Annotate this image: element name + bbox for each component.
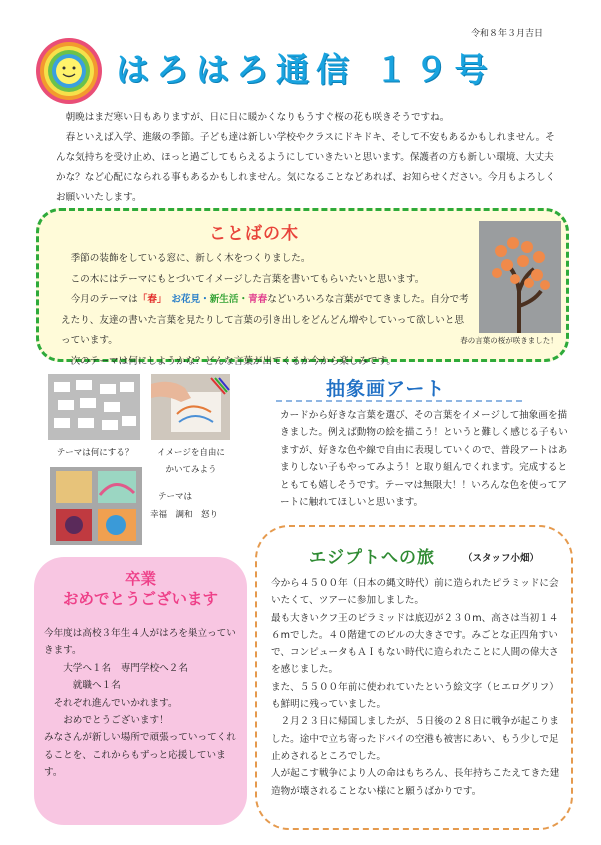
graduation-title-line-2: おめでとうございます [62,590,218,608]
intro-paragraph-2: 春といえば入学、進級の季節。子ども達は新しい学校やクラスにドキドキ、そして不安もあるかもしれません。そんな気持ちを受け止め、ほっと過ごしてもらえるようにしていきたいと思います。保護者の方も新しい環境、大丈夫かな？など心配になられる事もあるかもしれません。気になることなどあれば、お知らせください。今月もよろしくお願いいたします。 [56,132,556,203]
graduation-p1: 今年度は高校３年生４人がはろを巣立っていきます。 [44,628,236,657]
kotoba-line-3 [61,290,473,352]
theme-example-2: 新生活・ [209,294,249,305]
graduation-p3: 就職へ１名 [72,680,121,692]
kotoba-line-4: 次のテーマは何にしようかな？どんな言葉が出てくるか今から楽しみです。 [70,355,397,367]
graduation-p6: みなさんが新しい場所で頑張っていってくれることを、これからもずっと応援しています。 [44,732,236,779]
newsletter-title: はろはろ通信 １９号 [116,50,495,89]
theme-label: テーマは [158,492,193,502]
smiling-sun-logo [34,36,104,106]
abstract-art-photo [50,467,142,545]
word-cards-illustration [48,374,140,440]
graduation-section [34,557,247,825]
sakura-tree-illustration [479,221,561,333]
caption-theme: テーマは何にする？ [56,448,134,458]
drawing-illustration [151,374,230,440]
egypt-title: エジプトへの旅 [309,548,435,568]
egypt-body [271,575,563,800]
word-cards-photo [48,374,140,440]
abstract-art-divider [276,400,522,402]
caption-image-1: イメージを自由に [157,448,225,458]
theme-example-1: お花見・ [171,294,210,305]
kotoba-no-ki-section [36,208,569,367]
intro-paragraph-1: 朝晩はまだ寒い日もありますが、日に日に暖かくなりもうすぐ桜の花も咲きそうですね。 [65,112,450,123]
egypt-trip-section [255,525,573,830]
graduation-p4: それぞれ進んでいかれます。 [53,697,178,709]
graduation-p2: 大学へ１名 専門学校へ２名 [63,662,188,674]
kotoba-line-1: 季節の装飾をしている窓に、新しく木をつくりました。 [70,253,311,264]
issue-date: 令和８年３月吉日 [470,29,543,39]
egypt-p2: 最も大きいクフ王のピラミッドは底辺が２３０m、高さは当初１４６mでした。４０階建てのビルの大きさです。みごとな正四角すいで、コンピュータもＡＩもない時代に造られたことに人間の偉大さを感じました。 [271,612,559,676]
abstract-art-title: 抽象画アート [326,378,446,400]
egypt-p4: ２月２３日に帰国しましたが、５日後の２８日に戦争が起こりました。途中で立ち寄ったドバイの空港も被害にあい、もう少しで足止めされるところでした。 [271,716,559,762]
kotoba-line-3-lead: 今月のテーマは [70,294,138,305]
theme-word: 「春」 [137,294,162,305]
egypt-p1: 今から４５００年（日本の縄文時代）前に造られたピラミッドに会いたくて、ツアーに参加しました。 [271,578,559,607]
graduation-title-line-1: 卒業 [124,570,156,588]
egypt-p3: また、５５００年前に使われていたという絵文字（ヒエログリフ）も鮮明に残っていました。 [271,681,559,711]
tree-photo-caption: 春の言葉の桜が咲きました！ [460,336,558,345]
kotoba-line-2: この木にはテーマにもとづいてイメージした言葉を書いてもらいたいと思います。 [70,273,425,285]
abstract-art-illustration [50,467,142,545]
caption-image-2: かいてみよう [165,465,217,475]
sakura-tree-photo [479,221,561,333]
theme-example-3: 青春 [248,294,268,305]
drawing-photo [151,374,230,440]
graduation-body [44,625,240,782]
abstract-art-body: カードから好きな言葉を選び、その言葉をイメージして抽象画を描きました。例えば動物の絵を描こう！というと難しく感じる子もいますが、好きな色や線で自由に表現していくので、普段アートはあまりしない子もやってみよう！と取り組んでくれます。完成するとともても嬉しそうです。テーマは無限大！！いろんな色を使ってアートに触れてほしいと思います。 [280,410,568,509]
egypt-author: （スタッフ小畑） [463,553,540,564]
egypt-p5: 人が起こす戦争により人の命はもちろん、長年持ちこたえてきた建造物が壊されることない様にと願うばかりです。 [271,768,560,797]
intro-section [56,108,556,208]
kotoba-body [61,249,473,372]
graduation-p5: おめでとうございます！ [63,715,169,727]
kotoba-title: ことばの木 [209,224,299,244]
graduation-title [34,569,247,609]
theme-words: 幸福 調和 怒り [150,510,219,520]
kotoba-line-3-rest: などいろいろな言葉がでてきました。自分で考えたり、友達の書いた言葉を見たりして言葉の引き出しをどんどん増やしていって欲しいと思っています。 [61,294,469,346]
